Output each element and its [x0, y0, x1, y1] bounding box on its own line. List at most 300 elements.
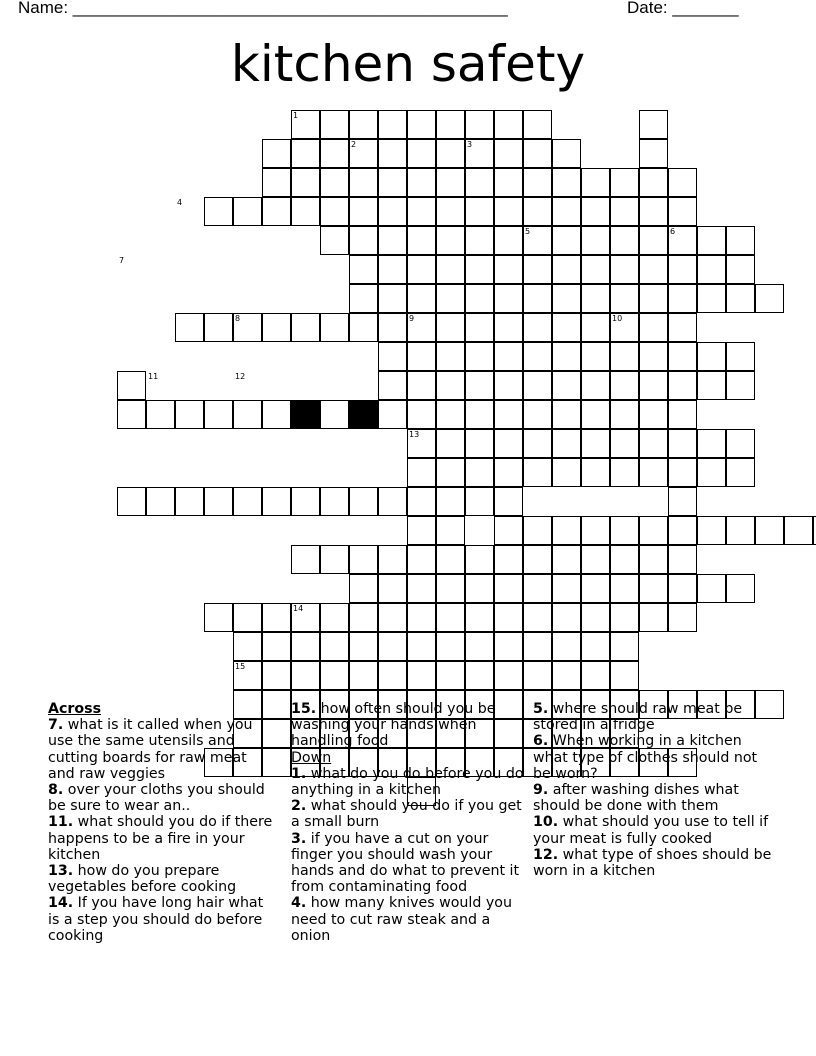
grid-cell[interactable]: [610, 603, 639, 632]
grid-cell[interactable]: [175, 313, 204, 342]
grid-cell[interactable]: [581, 226, 610, 255]
grid-cell[interactable]: [117, 487, 146, 516]
grid-cell[interactable]: [552, 400, 581, 429]
grid-cell[interactable]: [465, 429, 494, 458]
grid-cell[interactable]: [523, 255, 552, 284]
grid-cell[interactable]: [378, 197, 407, 226]
grid-cell[interactable]: [378, 139, 407, 168]
grid-cell[interactable]: [552, 371, 581, 400]
grid-cell[interactable]: [262, 661, 291, 690]
grid-cell[interactable]: [581, 574, 610, 603]
grid-cell[interactable]: [494, 284, 523, 313]
grid-cell[interactable]: [697, 255, 726, 284]
grid-cell[interactable]: [378, 603, 407, 632]
grid-cell[interactable]: [407, 197, 436, 226]
grid-cell[interactable]: [639, 168, 668, 197]
grid-cell[interactable]: [523, 661, 552, 690]
grid-cell[interactable]: [436, 603, 465, 632]
grid-cell[interactable]: [262, 313, 291, 342]
clue-number: 6: [670, 227, 676, 236]
grid-cell[interactable]: [320, 603, 349, 632]
clue-number: 5: [525, 227, 531, 236]
grid-cell[interactable]: [262, 487, 291, 516]
grid-cell[interactable]: [320, 400, 349, 429]
grid-cell[interactable]: [523, 197, 552, 226]
grid-cell[interactable]: [697, 371, 726, 400]
grid-cell[interactable]: [407, 661, 436, 690]
grid-cell[interactable]: [668, 574, 697, 603]
clue-number: 9: [409, 314, 415, 323]
grid-cell[interactable]: [407, 371, 436, 400]
grid-cell[interactable]: [233, 400, 262, 429]
grid-cell[interactable]: [639, 429, 668, 458]
grid-cell[interactable]: [523, 545, 552, 574]
grid-cell[interactable]: [465, 197, 494, 226]
grid-cell[interactable]: [175, 400, 204, 429]
grid-cell[interactable]: [320, 226, 349, 255]
grid-cell[interactable]: [523, 342, 552, 371]
grid-cell[interactable]: [262, 400, 291, 429]
grid-cell[interactable]: [436, 545, 465, 574]
grid-cell[interactable]: [697, 574, 726, 603]
grid-cell[interactable]: [407, 284, 436, 313]
clue-number: 12: [235, 372, 246, 381]
across-clue-7: 7. what is it called when you use the same utensils and cutting boards for raw meat and raw veggies: [48, 717, 253, 782]
grid-cell[interactable]: [320, 197, 349, 226]
grid-cell[interactable]: [494, 371, 523, 400]
grid-cell[interactable]: [407, 342, 436, 371]
grid-cell[interactable]: [610, 284, 639, 313]
grid-cell[interactable]: [581, 284, 610, 313]
grid-cell[interactable]: [639, 284, 668, 313]
grid-cell[interactable]: [465, 661, 494, 690]
grid-cell[interactable]: [262, 632, 291, 661]
grid-cell[interactable]: [639, 574, 668, 603]
grid-cell[interactable]: [436, 168, 465, 197]
grid-cell[interactable]: [494, 545, 523, 574]
grid-cell[interactable]: [668, 429, 697, 458]
grid-cell[interactable]: [436, 226, 465, 255]
grid-cell[interactable]: [349, 226, 378, 255]
grid-cell[interactable]: [291, 168, 320, 197]
grid-cell[interactable]: [407, 632, 436, 661]
grid-cell[interactable]: [291, 661, 320, 690]
grid-cell[interactable]: [407, 545, 436, 574]
grid-cell[interactable]: [668, 545, 697, 574]
grid-cell[interactable]: [146, 400, 175, 429]
grid-cell[interactable]: [465, 400, 494, 429]
grid-cell[interactable]: [581, 603, 610, 632]
grid-cell[interactable]: [378, 168, 407, 197]
grid-cell[interactable]: [639, 226, 668, 255]
grid-cell[interactable]: [523, 168, 552, 197]
across-clue-11: 11. what should you do if there happens to be a fire in your kitchen: [48, 814, 273, 863]
grid-cell[interactable]: [465, 603, 494, 632]
grid-cell[interactable]: [668, 284, 697, 313]
grid-cell[interactable]: [813, 516, 816, 545]
grid-cell[interactable]: [581, 400, 610, 429]
grid-cell[interactable]: [552, 255, 581, 284]
grid-cell[interactable]: [320, 110, 349, 139]
grid-cell[interactable]: [726, 342, 755, 371]
grid-cell[interactable]: [552, 516, 581, 545]
grid-cell[interactable]: [204, 487, 233, 516]
grid-cell[interactable]: [494, 226, 523, 255]
date-field[interactable]: Date: _______: [627, 0, 739, 17]
grid-cell[interactable]: [697, 429, 726, 458]
grid-cell[interactable]: [523, 632, 552, 661]
grid-cell[interactable]: [552, 226, 581, 255]
down-clue-4: 4. how many knives would you need to cut raw steak and a onion: [291, 895, 512, 944]
down-clue-3: 3. if you have a cut on your finger you should wash your hands and do what to prevent it from contaminating food: [291, 830, 520, 896]
grid-cell[interactable]: [262, 139, 291, 168]
down-clue-12: 12. what type of shoes should be worn in a kitchen: [533, 846, 772, 880]
grid-cell[interactable]: [204, 400, 233, 429]
grid-cell[interactable]: [204, 603, 233, 632]
grid-cell[interactable]: [552, 661, 581, 690]
clue-number: 4: [177, 198, 183, 207]
grid-cell[interactable]: [639, 545, 668, 574]
grid-cell[interactable]: [726, 255, 755, 284]
grid-cell[interactable]: [668, 168, 697, 197]
clue-number: 11: [148, 372, 159, 381]
grid-cell[interactable]: [668, 603, 697, 632]
grid-cell[interactable]: [552, 284, 581, 313]
grid-cell[interactable]: [610, 168, 639, 197]
grid-cell[interactable]: [726, 371, 755, 400]
grid-cell[interactable]: [726, 458, 755, 487]
grid-cell[interactable]: [668, 458, 697, 487]
grid-cell[interactable]: [378, 574, 407, 603]
across-clue-15: 15. how often should you be washing your hands when handling food: [291, 701, 496, 750]
grid-cell[interactable]: [320, 313, 349, 342]
grid-cell[interactable]: [349, 603, 378, 632]
grid-cell[interactable]: [436, 516, 465, 545]
grid-cell[interactable]: [610, 342, 639, 371]
grid-cell[interactable]: [581, 516, 610, 545]
grid-cell[interactable]: [378, 342, 407, 371]
grid-cell[interactable]: [639, 603, 668, 632]
grid-cell[interactable]: [349, 284, 378, 313]
grid-cell[interactable]: [465, 255, 494, 284]
grid-cell[interactable]: [233, 632, 262, 661]
grid-cell[interactable]: [291, 313, 320, 342]
grid-cell[interactable]: [494, 197, 523, 226]
grid-cell[interactable]: [407, 139, 436, 168]
grid-cell[interactable]: [494, 255, 523, 284]
grid-cell[interactable]: [407, 168, 436, 197]
grid-cell[interactable]: [436, 429, 465, 458]
grid-cell[interactable]: [146, 487, 175, 516]
grid-cell[interactable]: [552, 603, 581, 632]
grid-cell[interactable]: [204, 197, 233, 226]
grid-cell[interactable]: [465, 168, 494, 197]
grid-cell[interactable]: [378, 313, 407, 342]
grid-cell[interactable]: [610, 574, 639, 603]
grid-cell[interactable]: [378, 371, 407, 400]
grid-cell[interactable]: [552, 429, 581, 458]
grid-cell[interactable]: [291, 197, 320, 226]
grid-cell[interactable]: [523, 458, 552, 487]
grid-cell[interactable]: [407, 603, 436, 632]
grid-cell[interactable]: [494, 342, 523, 371]
grid-cell[interactable]: [349, 313, 378, 342]
grid-cell[interactable]: [320, 487, 349, 516]
grid-cell[interactable]: [726, 516, 755, 545]
grid-cell[interactable]: [639, 313, 668, 342]
grid-cell[interactable]: [668, 371, 697, 400]
grid-cell[interactable]: [697, 226, 726, 255]
grid-cell[interactable]: [552, 168, 581, 197]
down-heading: Down: [291, 749, 332, 766]
grid-cell[interactable]: [378, 632, 407, 661]
grid-cell[interactable]: [378, 487, 407, 516]
grid-cell[interactable]: [494, 574, 523, 603]
grid-cell[interactable]: [697, 284, 726, 313]
grid-cell[interactable]: [436, 284, 465, 313]
grid-cell[interactable]: [436, 371, 465, 400]
grid-cell[interactable]: [726, 226, 755, 255]
grid-cell[interactable]: [117, 400, 146, 429]
grid-cell[interactable]: [436, 574, 465, 603]
grid-cell[interactable]: [581, 632, 610, 661]
down-clue-2: 2. what should you do if you get a small burn: [291, 798, 522, 831]
grid-cell[interactable]: [407, 458, 436, 487]
grid-cell[interactable]: [378, 110, 407, 139]
grid-cell[interactable]: [668, 313, 697, 342]
grid-cell[interactable]: [639, 458, 668, 487]
grid-cell[interactable]: [668, 400, 697, 429]
grid-cell[interactable]: [407, 226, 436, 255]
grid-cell[interactable]: [436, 255, 465, 284]
grid-cell[interactable]: [639, 197, 668, 226]
grid-cell[interactable]: [523, 371, 552, 400]
grid-cell[interactable]: [552, 197, 581, 226]
grid-cell[interactable]: [465, 632, 494, 661]
grid-cell[interactable]: [552, 342, 581, 371]
grid-cell[interactable]: [436, 632, 465, 661]
grid-cell[interactable]: [349, 487, 378, 516]
grid-cell[interactable]: [465, 458, 494, 487]
grid-cell[interactable]: [639, 255, 668, 284]
grid-cell[interactable]: [552, 139, 581, 168]
grid-cell[interactable]: [639, 139, 668, 168]
across-clue-8: 8. over your cloths you should be sure to wear an..: [48, 782, 265, 815]
grid-cell[interactable]: [523, 574, 552, 603]
grid-cell[interactable]: [697, 458, 726, 487]
grid-cell[interactable]: [581, 545, 610, 574]
grid-cell[interactable]: [117, 371, 146, 400]
grid-cell[interactable]: [523, 400, 552, 429]
grid-cell[interactable]: [465, 574, 494, 603]
grid-cell[interactable]: [639, 400, 668, 429]
grid-cell[interactable]: [320, 545, 349, 574]
down-clue-5: 5. where should raw meat be stored in a fridge: [533, 701, 743, 734]
grid-cell[interactable]: [610, 429, 639, 458]
grid-cell[interactable]: [639, 371, 668, 400]
grid-cell[interactable]: [668, 197, 697, 226]
grid-cell[interactable]: [726, 574, 755, 603]
grid-cell[interactable]: [349, 168, 378, 197]
grid-cell[interactable]: [407, 255, 436, 284]
grid-cell[interactable]: [262, 603, 291, 632]
grid-cell[interactable]: [233, 603, 262, 632]
grid-cell[interactable]: [610, 661, 639, 690]
grid-cell[interactable]: [378, 400, 407, 429]
grid-cell[interactable]: [726, 429, 755, 458]
grid-cell[interactable]: [494, 632, 523, 661]
grid-cell[interactable]: [639, 342, 668, 371]
grid-cell[interactable]: [407, 487, 436, 516]
grid-cell[interactable]: [494, 487, 523, 516]
grid-cell[interactable]: [436, 139, 465, 168]
grid-cell[interactable]: [494, 603, 523, 632]
grid-cell[interactable]: [436, 487, 465, 516]
grid-cell[interactable]: [494, 168, 523, 197]
grid-cell[interactable]: [523, 284, 552, 313]
grid-cell[interactable]: [494, 139, 523, 168]
grid-cell[interactable]: [291, 139, 320, 168]
grid-cell[interactable]: [668, 516, 697, 545]
grid-cell[interactable]: [581, 168, 610, 197]
grid-cell[interactable]: [233, 487, 262, 516]
grid-cell[interactable]: [610, 197, 639, 226]
grid-cell[interactable]: [610, 371, 639, 400]
grid-cell[interactable]: [436, 400, 465, 429]
grid-cell[interactable]: [668, 255, 697, 284]
grid-cell[interactable]: [349, 574, 378, 603]
grid-cell[interactable]: [581, 458, 610, 487]
grid-cell[interactable]: [349, 197, 378, 226]
grid-cell[interactable]: [465, 545, 494, 574]
grid-cell[interactable]: [552, 574, 581, 603]
grid-cell[interactable]: [378, 545, 407, 574]
clue-number: 10: [612, 314, 623, 323]
name-field[interactable]: Name: ______________________________________________: [18, 0, 508, 17]
grid-cell[interactable]: [465, 226, 494, 255]
down-clue-9: 9. after washing dishes what should be done with them: [533, 782, 739, 815]
grid-cell[interactable]: [465, 110, 494, 139]
grid-cell[interactable]: [465, 313, 494, 342]
grid-cell[interactable]: [552, 632, 581, 661]
grid-cell[interactable]: [436, 197, 465, 226]
grid-cell[interactable]: [378, 284, 407, 313]
grid-cell[interactable]: [349, 255, 378, 284]
grid-cell[interactable]: [697, 342, 726, 371]
grid-cell[interactable]: [349, 661, 378, 690]
grid-cell[interactable]: [349, 545, 378, 574]
grid-cell[interactable]: [291, 632, 320, 661]
grid-cell[interactable]: [465, 371, 494, 400]
grid-cell[interactable]: [494, 516, 523, 545]
grid-cell[interactable]: [639, 110, 668, 139]
grid-cell[interactable]: [610, 226, 639, 255]
grid-cell[interactable]: [523, 516, 552, 545]
grid-cell[interactable]: [552, 545, 581, 574]
grid-cell[interactable]: [726, 284, 755, 313]
puzzle-title: kitchen safety: [230, 35, 586, 93]
grid-cell[interactable]: [668, 487, 697, 516]
grid-cell[interactable]: [291, 545, 320, 574]
grid-cell[interactable]: [610, 632, 639, 661]
grid-cell[interactable]: [523, 429, 552, 458]
grid-cell[interactable]: [755, 516, 784, 545]
grid-cell[interactable]: [436, 110, 465, 139]
grid-cell[interactable]: [610, 400, 639, 429]
grid-cell[interactable]: [175, 487, 204, 516]
grid-cell[interactable]: [610, 545, 639, 574]
grid-cell[interactable]: [291, 487, 320, 516]
grid-cell[interactable]: [378, 661, 407, 690]
grid-cell[interactable]: [581, 255, 610, 284]
across-clue-14: 14. If you have long hair what is a step you should do before cooking: [48, 895, 264, 944]
grid-block: [291, 400, 320, 429]
grid-cell[interactable]: [349, 632, 378, 661]
grid-cell[interactable]: [581, 371, 610, 400]
grid-cell[interactable]: [320, 168, 349, 197]
grid-cell[interactable]: [784, 516, 813, 545]
grid-cell[interactable]: [436, 661, 465, 690]
grid-cell[interactable]: [581, 313, 610, 342]
grid-cell[interactable]: [262, 197, 291, 226]
grid-cell[interactable]: [610, 516, 639, 545]
grid-cell[interactable]: [204, 313, 233, 342]
grid-cell[interactable]: [639, 516, 668, 545]
grid-cell[interactable]: [407, 400, 436, 429]
grid-cell[interactable]: [407, 110, 436, 139]
grid-cell[interactable]: [581, 197, 610, 226]
grid-cell[interactable]: [407, 516, 436, 545]
grid-cell[interactable]: [320, 139, 349, 168]
grid-cell[interactable]: [436, 342, 465, 371]
grid-cell[interactable]: [581, 342, 610, 371]
grid-cell[interactable]: [494, 458, 523, 487]
grid-cell[interactable]: [320, 632, 349, 661]
grid-cell[interactable]: [436, 313, 465, 342]
grid-cell[interactable]: [610, 458, 639, 487]
grid-cell[interactable]: [407, 574, 436, 603]
grid-cell[interactable]: [494, 661, 523, 690]
grid-cell[interactable]: [494, 313, 523, 342]
grid-cell[interactable]: [552, 458, 581, 487]
grid-cell[interactable]: [436, 458, 465, 487]
grid-cell[interactable]: [465, 342, 494, 371]
grid-cell[interactable]: [668, 342, 697, 371]
grid-cell[interactable]: [523, 139, 552, 168]
grid-cell[interactable]: [581, 429, 610, 458]
grid-cell[interactable]: [494, 429, 523, 458]
grid-cell[interactable]: [262, 168, 291, 197]
grid-cell[interactable]: [610, 255, 639, 284]
grid-cell[interactable]: [233, 197, 262, 226]
grid-cell[interactable]: [755, 284, 784, 313]
grid-cell[interactable]: [378, 255, 407, 284]
grid-cell[interactable]: [523, 603, 552, 632]
grid-cell[interactable]: [552, 313, 581, 342]
grid-cell[interactable]: [523, 110, 552, 139]
clues-column-1: [48, 701, 276, 944]
grid-cell[interactable]: [697, 516, 726, 545]
grid-cell[interactable]: [523, 313, 552, 342]
grid-cell[interactable]: [320, 661, 349, 690]
grid-cell[interactable]: [349, 110, 378, 139]
grid-cell[interactable]: [494, 400, 523, 429]
grid-cell[interactable]: [581, 661, 610, 690]
grid-cell[interactable]: [465, 487, 494, 516]
grid-cell[interactable]: [465, 284, 494, 313]
grid-cell[interactable]: [494, 110, 523, 139]
grid-cell[interactable]: [378, 226, 407, 255]
